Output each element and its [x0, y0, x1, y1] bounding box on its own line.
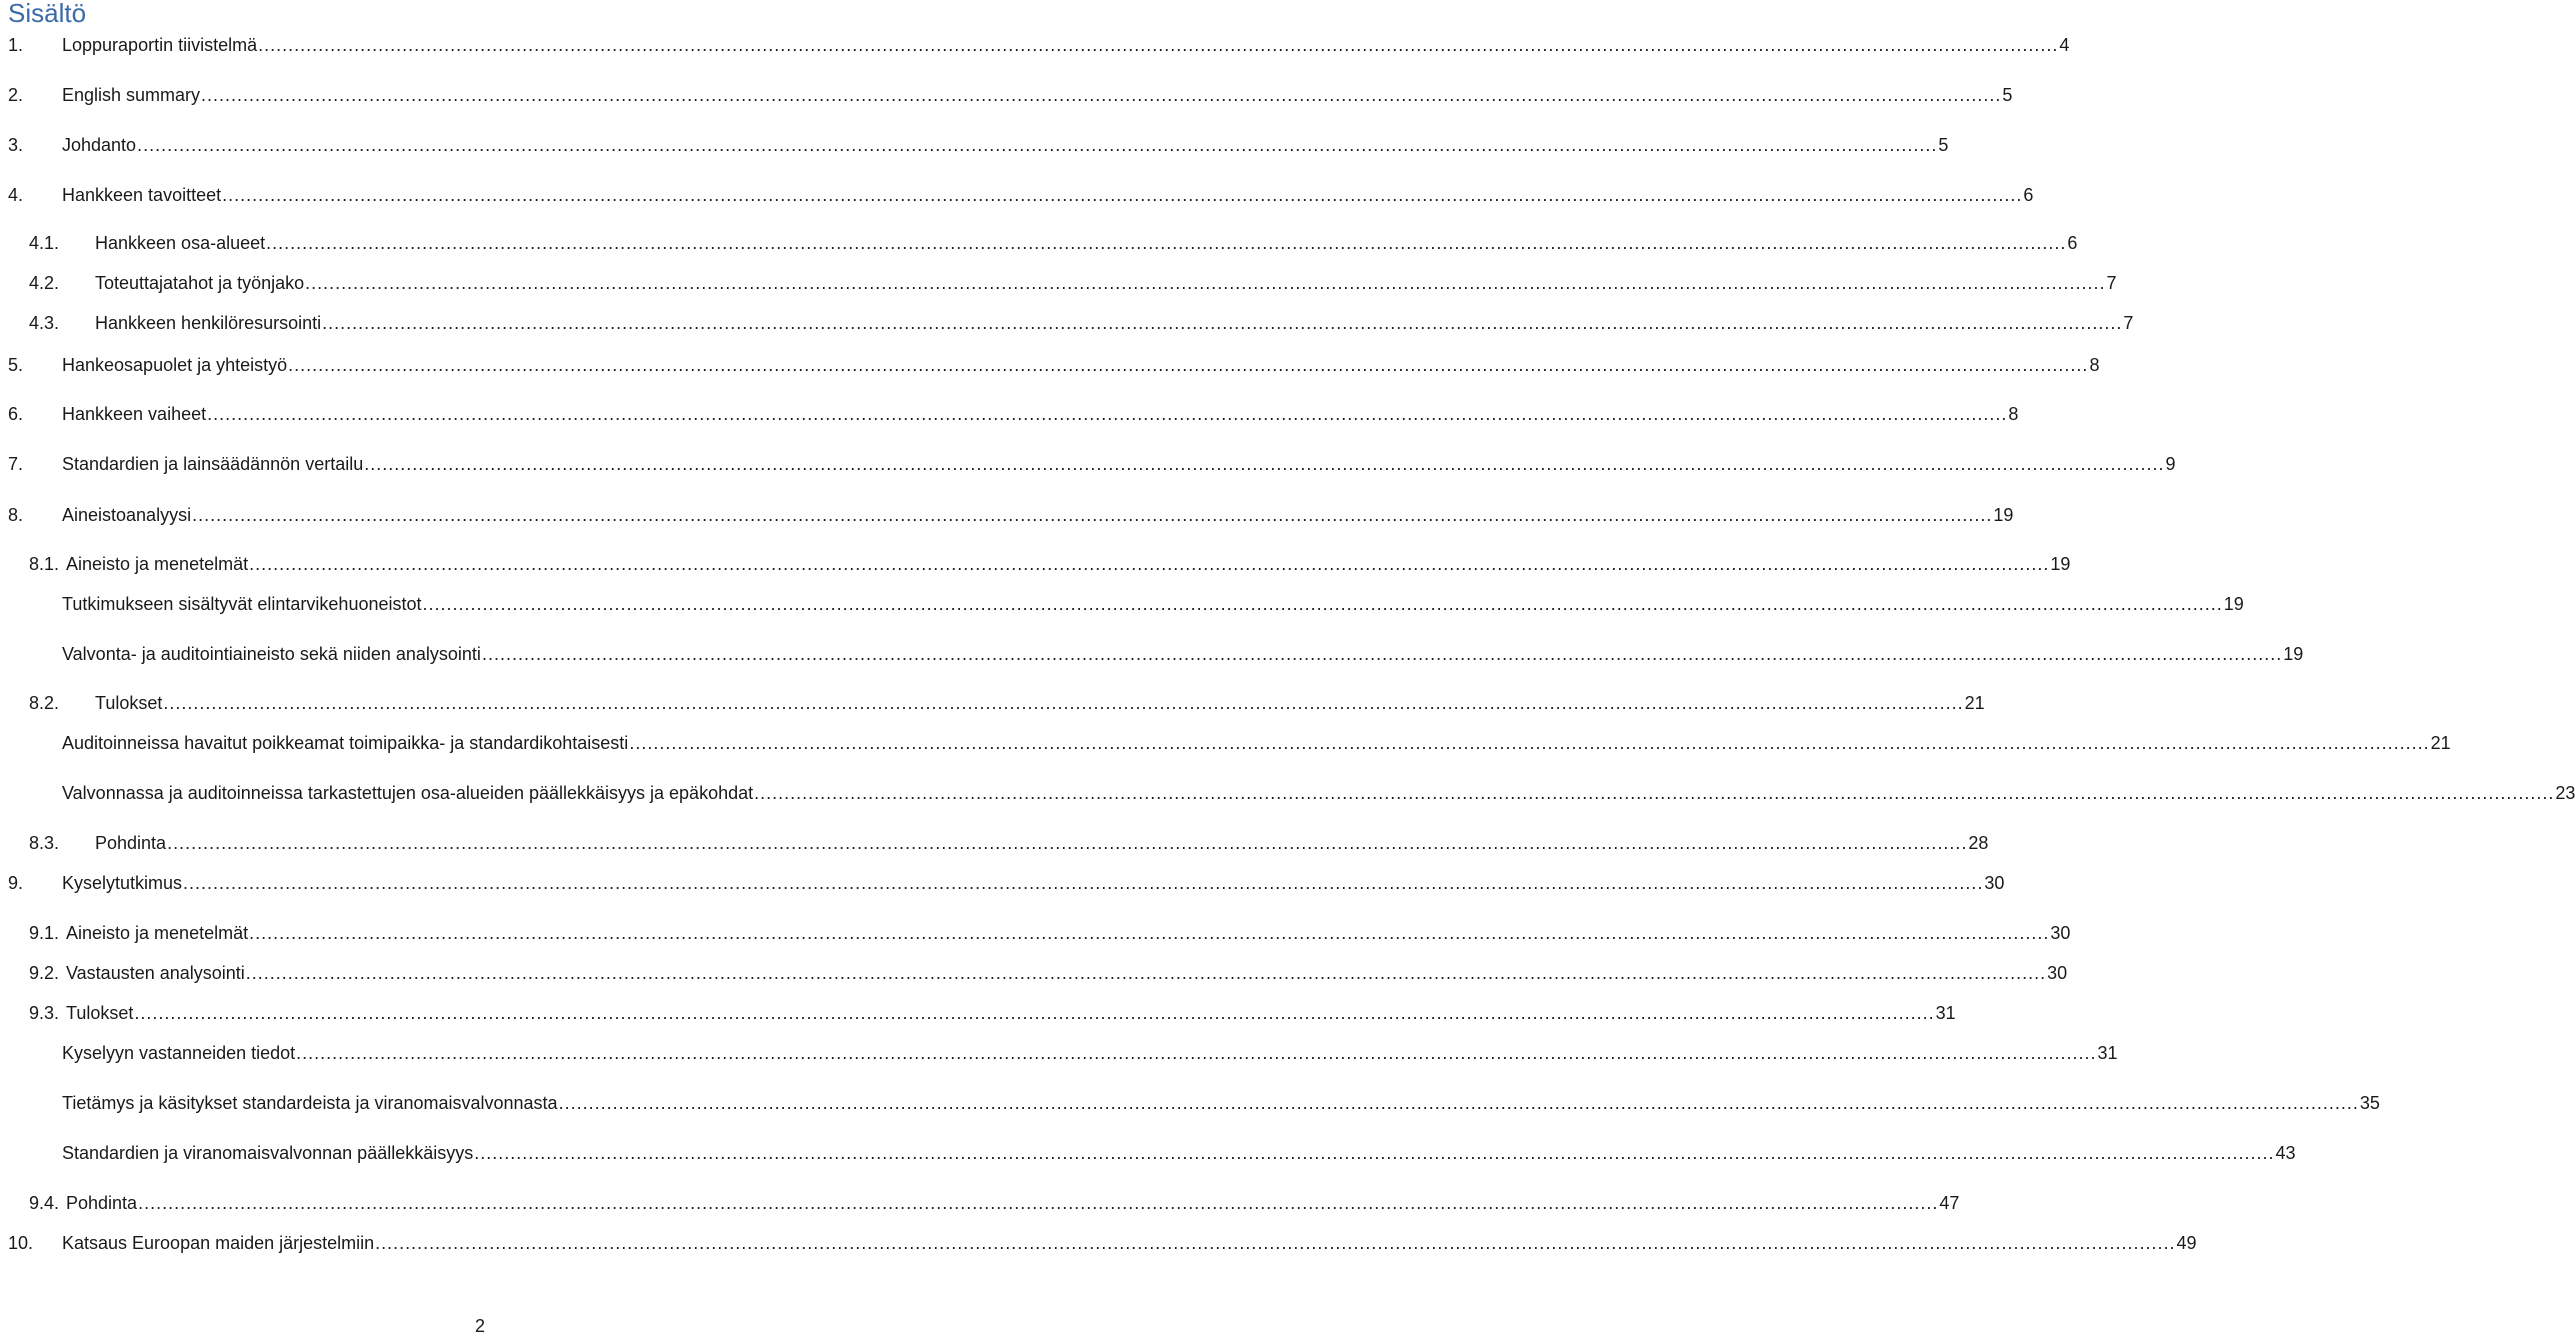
- toc-entry-title: English summary: [62, 85, 201, 105]
- toc-entry-title: Tulokset: [66, 1003, 134, 1023]
- toc-entry[interactable]: [0, 230, 2078, 256]
- toc-entry-line: [62, 780, 2575, 806]
- toc-entry[interactable]: [0, 310, 2134, 336]
- toc-entry-number: 2.: [8, 85, 24, 105]
- toc-entry[interactable]: [0, 960, 2068, 986]
- toc-entry-title: Loppuraportin tiivistelmä: [62, 35, 258, 55]
- toc-entry-page: 9: [2165, 454, 2176, 474]
- toc-entry-line: [95, 830, 1989, 856]
- toc-entry[interactable]: [0, 1140, 2296, 1166]
- toc-entry-number: 4.2.: [29, 273, 60, 293]
- dot-leader: ............................................................................................................................................................................................................................................................................................................: [249, 554, 2050, 574]
- toc-entry-page: 6: [2023, 185, 2034, 205]
- toc-entry-title: Tulokset: [95, 693, 163, 713]
- toc-entry-page: 8: [2089, 355, 2100, 375]
- toc-entry-number: 8.: [8, 505, 24, 525]
- dot-leader: ............................................................................................................................................................................................................................................................................................................: [245, 963, 2047, 983]
- toc-entry-number: 9.: [8, 873, 24, 893]
- toc-entry[interactable]: [0, 641, 2304, 667]
- dot-leader: ............................................................................................................................................................................................................................................................................................................: [258, 35, 2059, 55]
- dot-leader: ............................................................................................................................................................................................................................................................................................................: [183, 873, 1984, 893]
- toc-entry[interactable]: [0, 352, 2100, 378]
- toc-entry-page: 30: [2047, 963, 2068, 983]
- toc-entry-title: Johdanto: [62, 135, 137, 155]
- toc-entry-page: 21: [2430, 733, 2451, 753]
- toc-entry-title: Standardien ja lainsäädännön vertailu: [62, 454, 364, 474]
- toc-entry-title: Kyselyyn vastanneiden tiedot: [62, 1043, 296, 1063]
- toc-entry-title: Tietämys ja käsitykset standardeista ja viranomaisvalvonnasta: [62, 1093, 558, 1113]
- toc-entry-line: [62, 1040, 2118, 1066]
- toc-entry-page: 19: [2050, 554, 2071, 574]
- toc-entry-number: 8.1.: [29, 554, 60, 574]
- toc-entry-line: [66, 920, 2071, 946]
- dot-leader: ............................................................................................................................................................................................................................................................................................................: [375, 1233, 2176, 1253]
- toc-entry-line: [62, 401, 2019, 427]
- toc-entry[interactable]: [0, 1090, 2380, 1116]
- toc-entry-number: 1.: [8, 35, 24, 55]
- dot-leader: ............................................................................................................................................................................................................................................................................................................: [138, 1193, 1939, 1213]
- toc-entry-title: Valvonta- ja auditointiaineisto sekä niiden analysointi: [62, 644, 481, 664]
- toc-entry[interactable]: [0, 920, 2071, 946]
- toc-entry-page: 5: [1938, 135, 1949, 155]
- toc-entry[interactable]: [0, 401, 2019, 427]
- dot-leader: ............................................................................................................................................................................................................................................................................................................: [481, 644, 2283, 664]
- toc-entry-number: 7.: [8, 454, 24, 474]
- toc-entry-page: 31: [2097, 1043, 2118, 1063]
- toc-entry-line: [62, 870, 2005, 896]
- toc-entry-title: Valvonnassa ja auditoinneissa tarkastettujen osa-alueiden päällekkäisyys ja epäkohdat: [62, 783, 754, 803]
- dot-leader: ............................................................................................................................................................................................................................................................................................................: [296, 1043, 2097, 1063]
- toc-entry[interactable]: [0, 82, 2013, 108]
- toc-entry-title: Aineistoanalyysi: [62, 505, 192, 525]
- toc-entry-page: 49: [2176, 1233, 2197, 1253]
- toc-entry[interactable]: [0, 1040, 2118, 1066]
- toc-entry-page: 8: [2008, 404, 2019, 424]
- dot-leader: ............................................................................................................................................................................................................................................................................................................: [222, 185, 2023, 205]
- toc-entry-title: Toteuttajatahot ja työnjako: [95, 273, 305, 293]
- toc-entry-title: Aineisto ja menetelmät: [66, 554, 249, 574]
- dot-leader: ............................................................................................................................................................................................................................................................................................................: [288, 355, 2089, 375]
- toc-entry[interactable]: [0, 502, 2014, 528]
- toc-entry-title: Pohdinta: [66, 1193, 138, 1213]
- toc-entry-number: 3.: [8, 135, 24, 155]
- toc-entry-page: 19: [2283, 644, 2304, 664]
- toc-entry-line: [62, 1140, 2296, 1166]
- toc-entry-page: 30: [2050, 923, 2071, 943]
- toc-entry-page: 47: [1939, 1193, 1960, 1213]
- toc-entry-title: Kyselytutkimus: [62, 873, 183, 893]
- toc-entry[interactable]: [0, 132, 1949, 158]
- toc-entry[interactable]: [0, 32, 2070, 58]
- dot-leader: ............................................................................................................................................................................................................................................................................................................: [167, 833, 1968, 853]
- toc-entry-page: 19: [1993, 505, 2014, 525]
- toc-entry-page: 4: [2059, 35, 2070, 55]
- toc-entry-page: 28: [1968, 833, 1989, 853]
- toc-entry-line: [62, 502, 2014, 528]
- toc-entry-title: Auditoinneissa havaitut poikkeamat toimipaikka- ja standardikohtaisesti: [62, 733, 629, 753]
- toc-entry-number: 9.4.: [29, 1193, 60, 1213]
- dot-leader: ............................................................................................................................................................................................................................................................................................................: [364, 454, 2165, 474]
- dot-leader: ............................................................................................................................................................................................................................................................................................................: [754, 783, 2555, 803]
- toc-entry-line: [62, 32, 2070, 58]
- toc-entry[interactable]: [0, 730, 2451, 756]
- toc-entry[interactable]: [0, 451, 2176, 477]
- dot-leader: ............................................................................................................................................................................................................................................................................................................: [207, 404, 2008, 424]
- toc-entry-page: 31: [1935, 1003, 1956, 1023]
- dot-leader: ............................................................................................................................................................................................................................................................................................................: [422, 594, 2223, 614]
- dot-leader: ............................................................................................................................................................................................................................................................................................................: [249, 923, 2050, 943]
- toc-entry-number: 8.2.: [29, 693, 60, 713]
- toc-entry-line: [95, 690, 1985, 716]
- toc-entry-number: 9.1.: [29, 923, 60, 943]
- toc-entry-line: [66, 960, 2068, 986]
- toc-entry[interactable]: [0, 870, 2005, 896]
- toc-entry-number: 4.3.: [29, 313, 60, 333]
- toc-entry-title: Vastausten analysointi: [66, 963, 245, 983]
- toc-entry-line: [95, 310, 2134, 336]
- toc-entry-number: 9.3.: [29, 1003, 60, 1023]
- toc-entry-page: 7: [2123, 313, 2134, 333]
- toc-entry-line: [95, 230, 2078, 256]
- toc-entry-page: 19: [2223, 594, 2244, 614]
- toc-entry-number: 6.: [8, 404, 24, 424]
- dot-leader: ............................................................................................................................................................................................................................................................................................................: [474, 1143, 2275, 1163]
- dot-leader: ............................................................................................................................................................................................................................................................................................................: [137, 135, 1938, 155]
- toc-entry-page: 21: [1964, 693, 1985, 713]
- dot-leader: ............................................................................................................................................................................................................................................................................................................: [163, 693, 1964, 713]
- toc-entry[interactable]: [0, 1230, 2197, 1256]
- toc-entry-line: [62, 730, 2451, 756]
- dot-leader: ............................................................................................................................................................................................................................................................................................................: [558, 1093, 2359, 1113]
- toc-entry-line: [62, 82, 2013, 108]
- toc-entry[interactable]: [0, 270, 2117, 296]
- toc-entry-title: Pohdinta: [95, 833, 167, 853]
- toc-entry[interactable]: [0, 551, 2071, 577]
- toc-entry-title: Hankkeen henkilöresursointi: [95, 313, 322, 333]
- toc-entry-page: 7: [2106, 273, 2117, 293]
- toc-entry-number: 8.3.: [29, 833, 60, 853]
- page-number: 2: [474, 1316, 485, 1336]
- toc-entry-number: 9.2.: [29, 963, 60, 983]
- dot-leader: ............................................................................................................................................................................................................................................................................................................: [192, 505, 1993, 525]
- toc-entry-number: 5.: [8, 355, 24, 375]
- toc-entry-line: [62, 1230, 2197, 1256]
- toc-entry-title: Hankkeen vaiheet: [62, 404, 207, 424]
- toc-entry-title: Hankeosapuolet ja yhteistyö: [62, 355, 288, 375]
- toc-entry-line: [62, 451, 2176, 477]
- toc-entry-line: [62, 352, 2100, 378]
- toc-entry[interactable]: [0, 182, 2034, 208]
- toc-entry-page: 23: [2555, 783, 2575, 803]
- toc-entry-line: [62, 1090, 2380, 1116]
- toc-entry-line: [62, 591, 2244, 617]
- toc-entry-line: [62, 641, 2304, 667]
- toc-entry[interactable]: [0, 591, 2244, 617]
- toc-entry-page: 5: [2002, 85, 2013, 105]
- toc-entry-line: [95, 270, 2117, 296]
- dot-leader: ............................................................................................................................................................................................................................................................................................................: [629, 733, 2430, 753]
- dot-leader: ............................................................................................................................................................................................................................................................................................................: [322, 313, 2123, 333]
- toc-entry-title: Aineisto ja menetelmät: [66, 923, 249, 943]
- toc-entry-line: [62, 132, 1949, 158]
- toc-heading: Sisältö: [8, 0, 87, 28]
- dot-leader: ............................................................................................................................................................................................................................................................................................................: [266, 233, 2067, 253]
- toc-entry[interactable]: [0, 1000, 1956, 1026]
- toc-entry-number: 10.: [8, 1233, 34, 1253]
- dot-leader: ............................................................................................................................................................................................................................................................................................................: [201, 85, 2002, 105]
- dot-leader: ............................................................................................................................................................................................................................................................................................................: [134, 1003, 1935, 1023]
- toc-entry-line: [62, 182, 2034, 208]
- toc-entry-page: 43: [2275, 1143, 2296, 1163]
- toc-entry-page: 30: [1984, 873, 2005, 893]
- toc-entry-number: 4.1.: [29, 233, 60, 253]
- toc-entry[interactable]: [0, 690, 1985, 716]
- toc-entry-line: [66, 1000, 1956, 1026]
- toc-entry-title: Tutkimukseen sisältyvät elintarvikehuoneistot: [62, 594, 422, 614]
- toc-entry[interactable]: [0, 780, 2575, 806]
- toc-entry-title: Hankkeen osa-alueet: [95, 233, 266, 253]
- toc-entry-title: Standardien ja viranomaisvalvonnan päällekkäisyys: [62, 1143, 474, 1163]
- toc-entry-line: [66, 1190, 1960, 1216]
- toc-entry-page: 6: [2067, 233, 2078, 253]
- toc-entry[interactable]: [0, 830, 1989, 856]
- toc-entry[interactable]: [0, 1190, 1960, 1216]
- toc-entry-number: 4.: [8, 185, 24, 205]
- toc-entry-line: [66, 551, 2071, 577]
- toc-entry-title: Hankkeen tavoitteet: [62, 185, 222, 205]
- toc-entry-title: Katsaus Euroopan maiden järjestelmiin: [62, 1233, 375, 1253]
- dot-leader: ............................................................................................................................................................................................................................................................................................................: [305, 273, 2106, 293]
- toc-entry-page: 35: [2359, 1093, 2380, 1113]
